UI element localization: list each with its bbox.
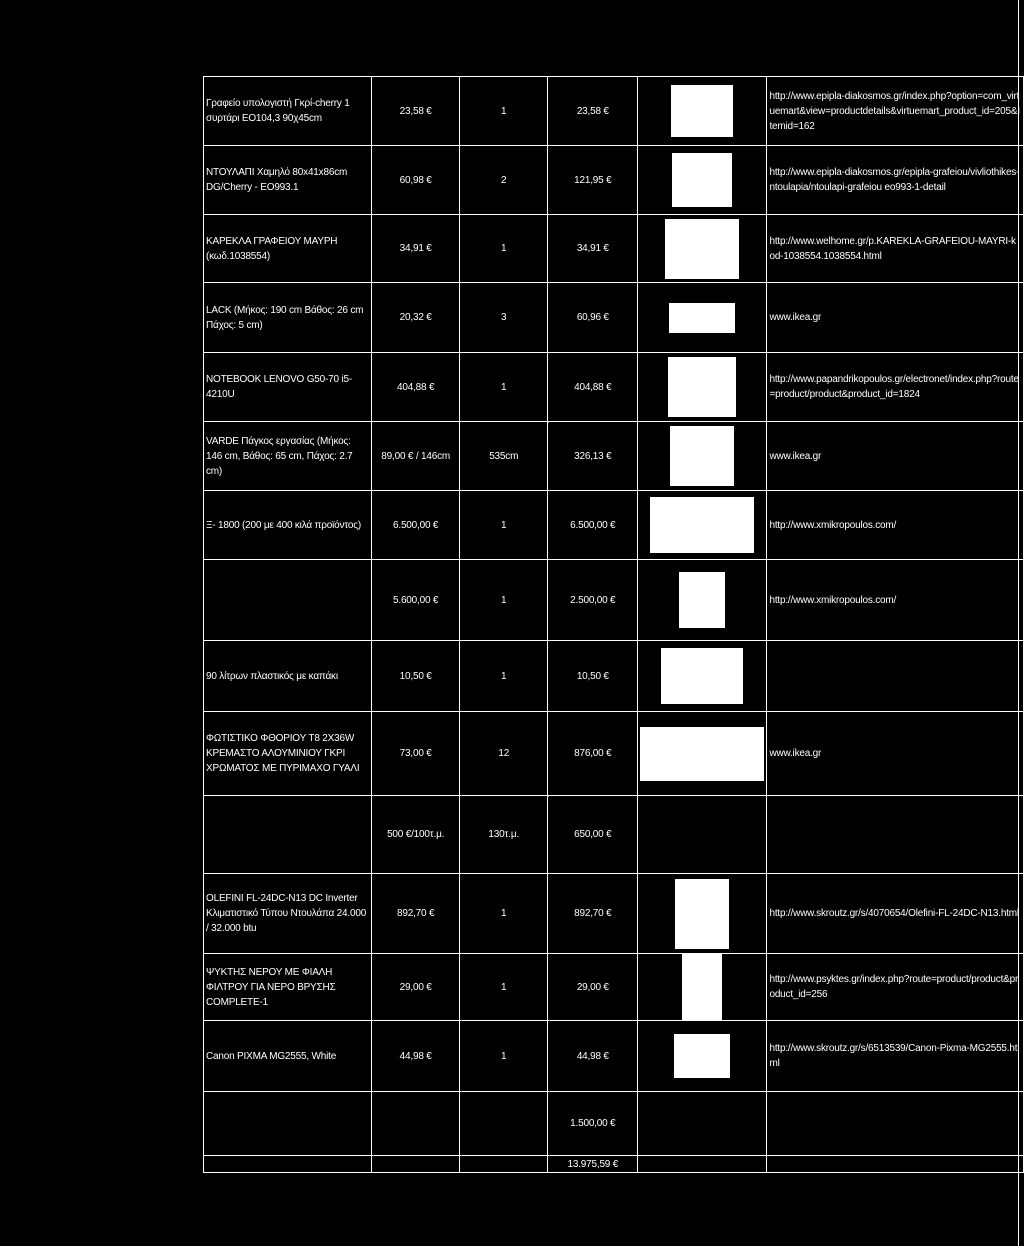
item-unit-price: 29,00 €	[372, 954, 460, 1021]
item-unit-price: 60,98 €	[372, 146, 460, 215]
grand-total-row	[204, 1156, 1024, 1173]
item-quantity: 1	[460, 491, 548, 560]
item-quantity: 2	[460, 146, 548, 215]
item-unit-price: 20,32 €	[372, 283, 460, 353]
item-unit-price: 23,58 €	[372, 77, 460, 146]
item-quantity: 130τ.μ.	[460, 796, 548, 874]
item-description: 90 λίτρων πλαστικός με καπάκι	[204, 641, 372, 712]
item-image-cell	[638, 353, 767, 422]
item-quantity: 535cm	[460, 422, 548, 491]
item-quantity: 1	[460, 641, 548, 712]
empty-cell	[638, 1156, 767, 1173]
item-total: 404,88 €	[548, 353, 638, 422]
table-row	[204, 712, 1024, 796]
item-source-url	[767, 796, 1024, 874]
item-description	[204, 560, 372, 641]
item-unit-price: 5.600,00 €	[372, 560, 460, 641]
table-row	[204, 1021, 1024, 1092]
item-description: LACK (Μήκος: 190 cm Βάθος: 26 cm Πάχος: 5 cm)	[204, 283, 372, 353]
item-description: ΨΥΚΤΗΣ ΝΕΡΟΥ ΜΕ ΦΙΑΛΗ ΦΙΛΤΡΟΥ ΓΙΑ ΝΕΡΟ ΒΡΥΣΗΣ COMPLETE-1	[204, 954, 372, 1021]
item-source-url[interactable]: http://www.welhome.gr/p.KAREKLA-GRAFEIOU-MAYRI-kod-1038554.1038554.html	[767, 215, 1024, 283]
item-unit-price: 404,88 €	[372, 353, 460, 422]
item-source-url	[767, 641, 1024, 712]
item-image-cell	[638, 641, 767, 712]
item-total: 23,58 €	[548, 77, 638, 146]
item-unit-price: 892,70 €	[372, 874, 460, 954]
item-total: 34,91 €	[548, 215, 638, 283]
item-unit-price	[372, 1092, 460, 1156]
item-total: 6.500,00 €	[548, 491, 638, 560]
item-description: ΦΩΤΙΣΤΙΚΟ ΦΘΟΡΙΟΥ T8 2X36W ΚΡΕΜΑΣΤΟ ΑΛΟΥΜΙΝΙΟΥ ΓΚΡΙ ΧΡΩΜΑΤΟΣ ΜΕ ΠΥΡΙΜΑΧΟ ΓΥΑΛΙ	[204, 712, 372, 796]
item-source-url[interactable]: http://www.xmikropoulos.com/	[767, 491, 1024, 560]
item-source-url[interactable]: http://www.epipla-diakosmos.gr/epipla-grafeiou/vivliothikes-ntoulapia/ntoulapi-grafeiou eo993-1-detail	[767, 146, 1024, 215]
table-row	[204, 491, 1024, 560]
item-image-cell	[638, 146, 767, 215]
item-source-url	[767, 1092, 1024, 1156]
item-unit-price: 500 €/100τ.μ.	[372, 796, 460, 874]
item-description: ΝΤΟΥΛΑΠΙ Χαμηλό 80x41x86cm DG/Cherry - ΕΟ993.1	[204, 146, 372, 215]
item-image-cell	[638, 1021, 767, 1092]
item-total: 326,13 €	[548, 422, 638, 491]
item-unit-price: 89,00 € / 146cm	[372, 422, 460, 491]
item-total: 121,95 €	[548, 146, 638, 215]
item-total: 44,98 €	[548, 1021, 638, 1092]
item-image-cell	[638, 422, 767, 491]
item-source-url[interactable]: http://www.epipla-diakosmos.gr/index.php?option=com_virtuemart&view=productdetails&virtuemart_product_id=205&Itemid=162	[767, 77, 1024, 146]
table-row	[204, 353, 1024, 422]
item-total: 2.500,00 €	[548, 560, 638, 641]
item-source-url[interactable]: http://www.papandrikopoulos.gr/electronet/index.php?route=product/product&product_id=1824	[767, 353, 1024, 422]
product-image	[675, 879, 729, 949]
item-image-cell	[638, 215, 767, 283]
item-description: Ξ- 1800 (200 με 400 κιλά προϊόντος)	[204, 491, 372, 560]
product-image	[670, 426, 734, 486]
item-quantity	[460, 1092, 548, 1156]
product-image	[665, 219, 739, 279]
item-source-url[interactable]: www.ikea.gr	[767, 283, 1024, 353]
table-row	[204, 796, 1024, 874]
item-quantity: 1	[460, 215, 548, 283]
product-image	[669, 303, 735, 333]
item-source-url[interactable]: http://www.psyktes.gr/index.php?route=product/product&product_id=256	[767, 954, 1024, 1021]
item-image-cell	[638, 283, 767, 353]
grand-total-value: 13.975,59 €	[548, 1156, 638, 1173]
item-description: VARDE Πάγκος εργασίας (Μήκος: 146 cm, Βάθος: 65 cm, Πάχος: 2.7 cm)	[204, 422, 372, 491]
item-quantity: 1	[460, 560, 548, 641]
table-row	[204, 874, 1024, 954]
item-quantity: 1	[460, 874, 548, 954]
item-description: ΚΑΡΕΚΛΑ ΓΡΑΦΕΙΟΥ ΜΑΥΡΗ (κωδ.1038554)	[204, 215, 372, 283]
item-source-url[interactable]: http://www.skroutz.gr/s/4070654/Olefini-FL-24DC-N13.html	[767, 874, 1024, 954]
empty-cell	[372, 1156, 460, 1173]
table-row	[204, 1092, 1024, 1156]
table-row	[204, 954, 1024, 1021]
item-image-cell	[638, 1092, 767, 1156]
item-image-cell	[638, 77, 767, 146]
item-unit-price: 73,00 €	[372, 712, 460, 796]
table-row	[204, 560, 1024, 641]
item-description	[204, 1092, 372, 1156]
product-image	[640, 727, 764, 781]
table-row	[204, 283, 1024, 353]
empty-cell	[204, 1156, 372, 1173]
product-image	[668, 357, 736, 417]
item-description: Γραφείο υπολογιστή Γκρί-cherry 1 συρτάρι ΕΟ104,3 90χ45cm	[204, 77, 372, 146]
item-description: OLEFINI FL-24DC-N13 DC Inverter Κλιματιστικό Τύπου Ντουλάπα 24.000 / 32.000 btu	[204, 874, 372, 954]
item-description	[204, 796, 372, 874]
item-total: 29,00 €	[548, 954, 638, 1021]
item-source-url[interactable]: www.ikea.gr	[767, 422, 1024, 491]
item-image-cell	[638, 560, 767, 641]
item-source-url[interactable]: www.ikea.gr	[767, 712, 1024, 796]
item-quantity: 1	[460, 1021, 548, 1092]
product-image	[679, 572, 725, 628]
table-row	[204, 641, 1024, 712]
item-image-cell	[638, 796, 767, 874]
product-image	[661, 648, 743, 704]
item-quantity: 12	[460, 712, 548, 796]
item-total: 60,96 €	[548, 283, 638, 353]
item-unit-price: 44,98 €	[372, 1021, 460, 1092]
item-quantity: 3	[460, 283, 548, 353]
item-image-cell	[638, 874, 767, 954]
item-quantity: 1	[460, 954, 548, 1021]
table-row	[204, 422, 1024, 491]
item-total: 892,70 €	[548, 874, 638, 954]
item-unit-price: 10,50 €	[372, 641, 460, 712]
table-row	[204, 77, 1024, 146]
item-description: Canon PIXMA MG2555, White	[204, 1021, 372, 1092]
item-total: 10,50 €	[548, 641, 638, 712]
item-image-cell	[638, 712, 767, 796]
table-row	[204, 215, 1024, 283]
item-image-cell	[638, 954, 767, 1021]
item-description: NOTEBOOK LENOVO G50-70 i5-4210U	[204, 353, 372, 422]
item-source-url[interactable]: http://www.xmikropoulos.com/	[767, 560, 1024, 641]
product-image	[674, 1034, 730, 1078]
product-image	[650, 497, 754, 553]
item-total: 650,00 €	[548, 796, 638, 874]
empty-cell	[767, 1156, 1024, 1173]
item-image-cell	[638, 491, 767, 560]
item-total: 876,00 €	[548, 712, 638, 796]
empty-cell	[460, 1156, 548, 1173]
cost-table	[203, 76, 1024, 1173]
item-unit-price: 34,91 €	[372, 215, 460, 283]
item-source-url[interactable]: http://www.skroutz.gr/s/6513539/Canon-Pixma-MG2555.html	[767, 1021, 1024, 1092]
product-image	[672, 153, 732, 207]
table-row	[204, 146, 1024, 215]
product-image	[671, 85, 733, 137]
item-unit-price: 6.500,00 €	[372, 491, 460, 560]
item-total: 1.500,00 €	[548, 1092, 638, 1156]
product-image	[682, 954, 722, 1020]
item-quantity: 1	[460, 77, 548, 146]
item-quantity: 1	[460, 353, 548, 422]
